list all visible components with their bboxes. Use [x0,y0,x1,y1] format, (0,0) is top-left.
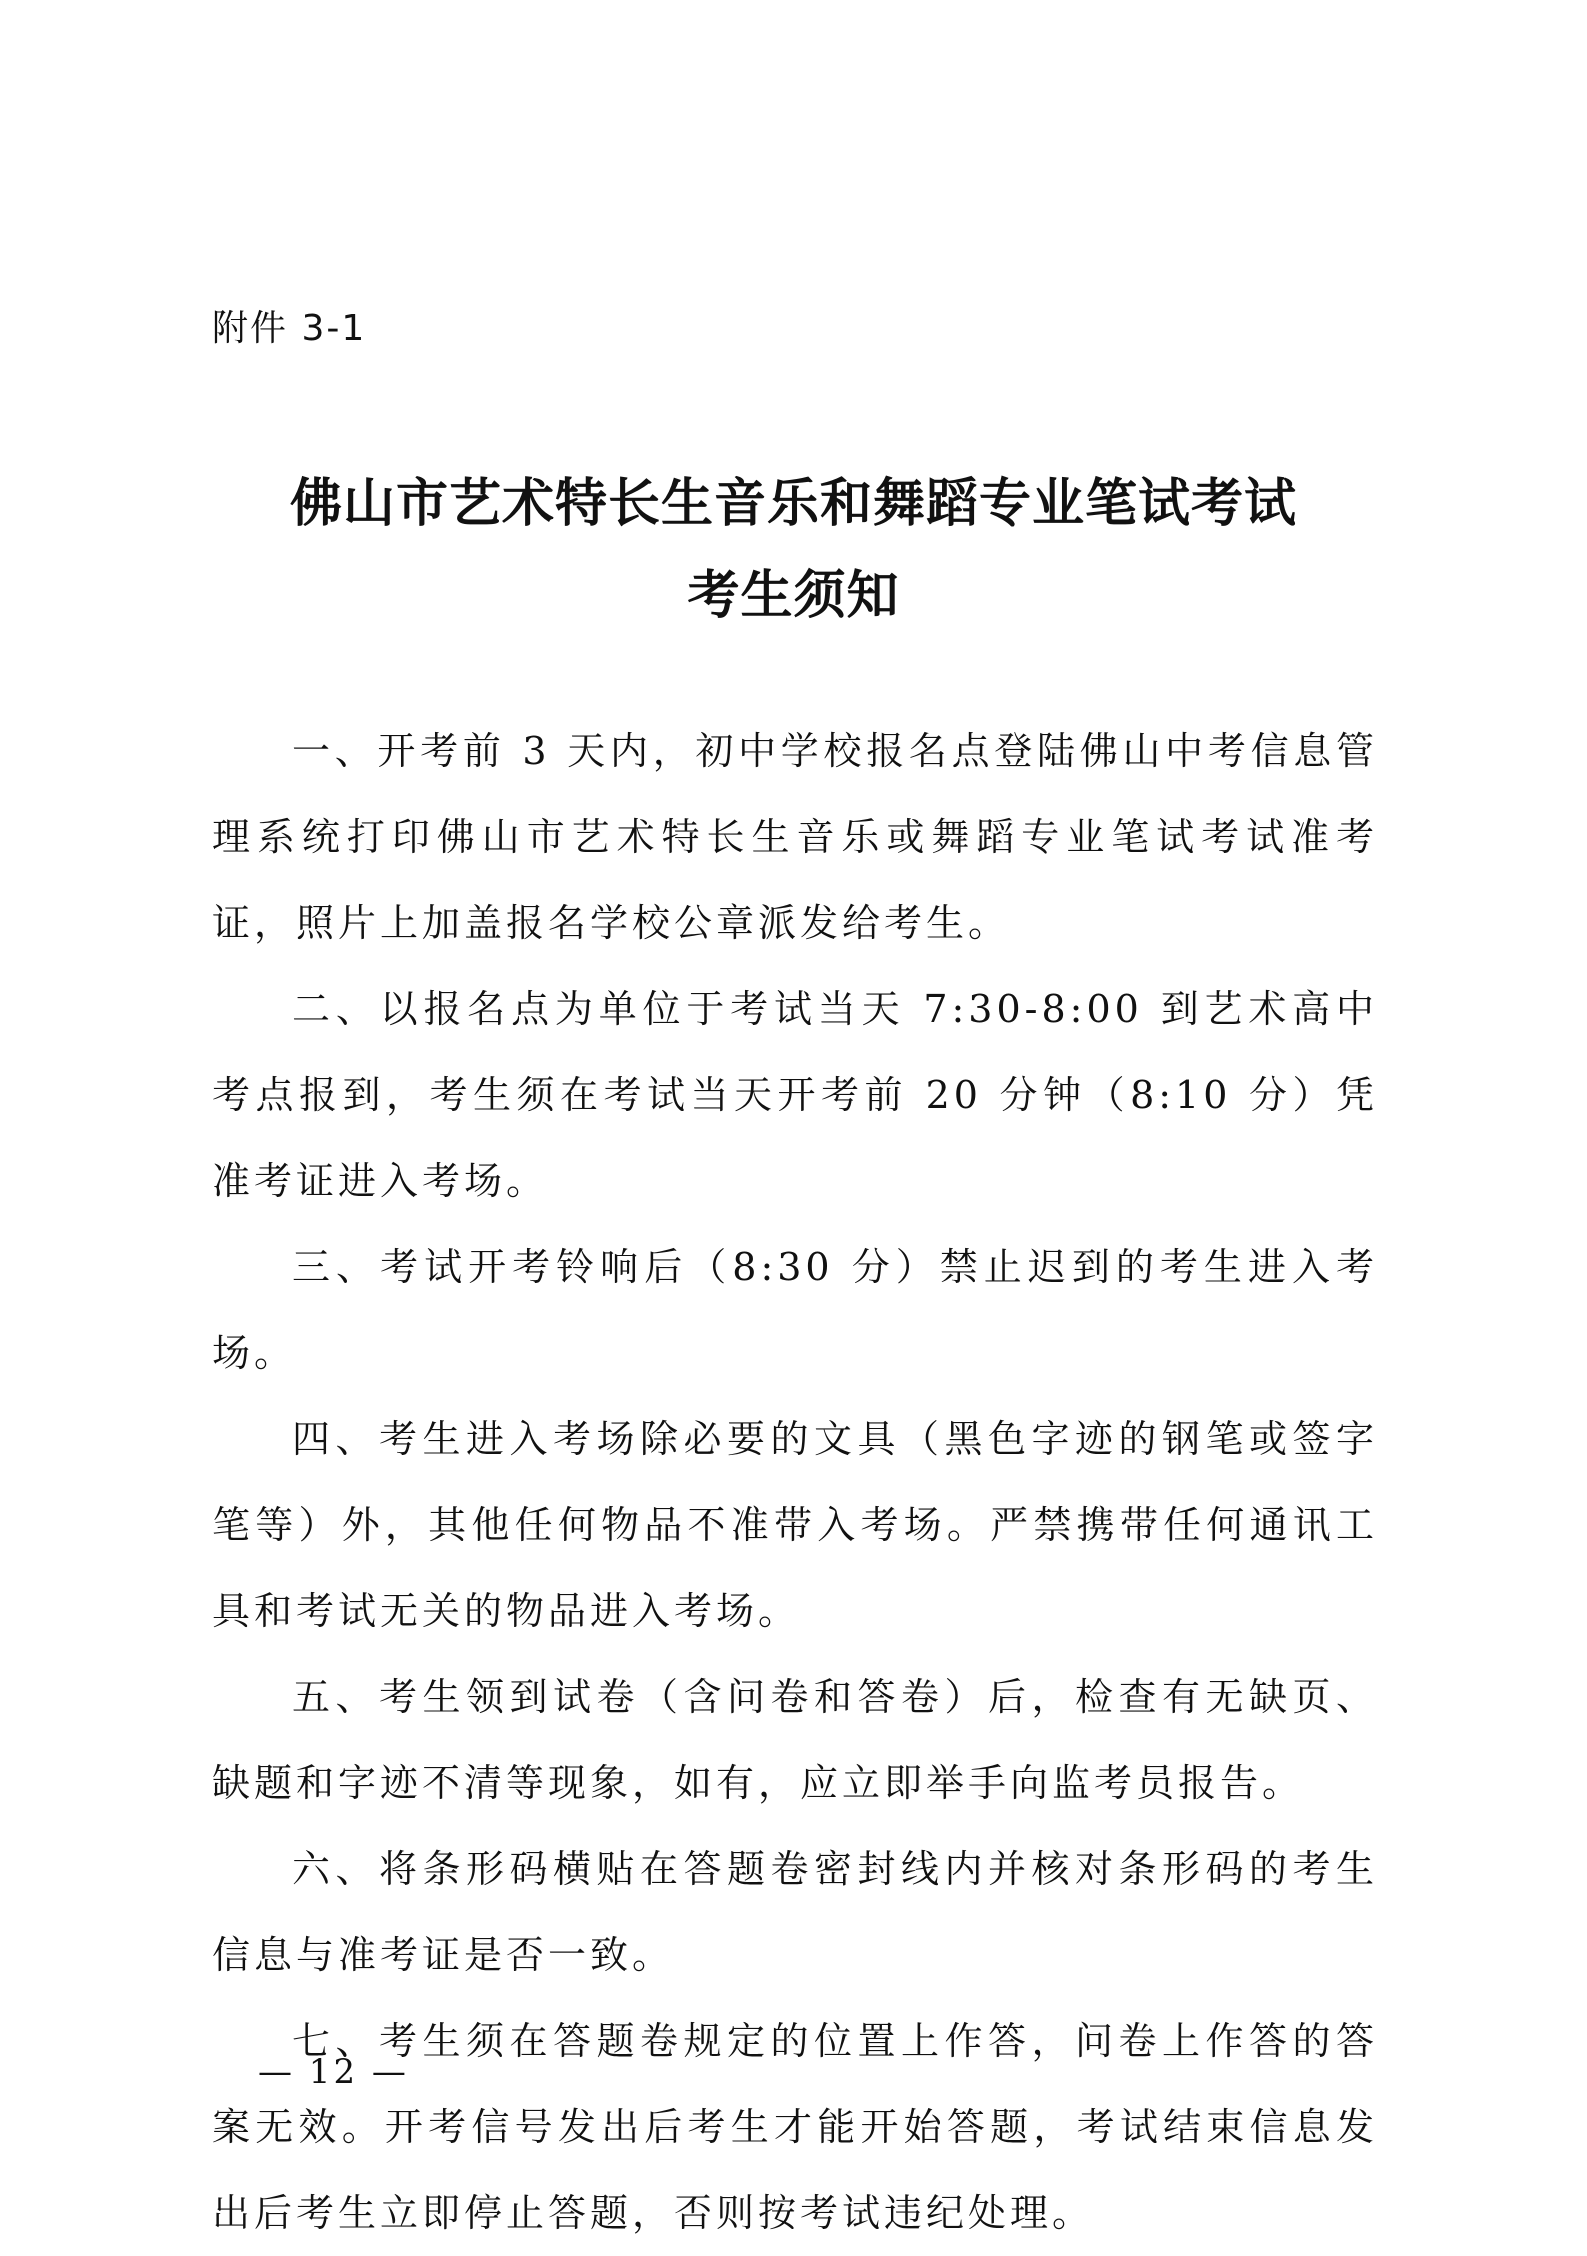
title-line-1: 佛山市艺术特长生音乐和舞蹈专业笔试考试 [289,474,1297,534]
notice-item-3: 三、考试开考铃响后（8:30 分）禁止迟到的考生进入考场。 [212,1245,1378,1375]
notice-item-4: 四、考生进入考场除必要的文具（黑色字迹的钢笔或签字笔等）外，其他任何物品不准带入考场。严禁携带任何通讯工具和考试无关的物品进入考场。 [212,1417,1378,1633]
title-line-2: 考生须知 [687,566,900,626]
notice-body [212,708,1378,2256]
page-number: — 12 — [258,2052,409,2092]
document-title [150,458,1437,642]
notice-item-2: 二、以报名点为单位于考试当天 7:30-8:00 到艺术高中考点报到，考生须在考试当天开考前 20 分钟（8:10 分）凭准考证进入考场。 [212,987,1378,1203]
notice-item-6: 六、将条形码横贴在答题卷密封线内并核对条形码的考生信息与准考证是否一致。 [212,1847,1378,1977]
notice-item-7: 七、考生须在答题卷规定的位置上作答，问卷上作答的答案无效。开考信号发出后考生才能开始答题，考试结束信息发出后考生立即停止答题，否则按考试违纪处理。 [212,2019,1378,2235]
notice-item-1: 一、开考前 3 天内，初中学校报名点登陆佛山中考信息管理系统打印佛山市艺术特长生音乐或舞蹈专业笔试考试准考证，照片上加盖报名学校公章派发给考生。 [212,729,1378,945]
notice-item-5: 五、考生领到试卷（含问卷和答卷）后，检查有无缺页、缺题和字迹不清等现象，如有，应立即举手向监考员报告。 [212,1675,1378,1805]
attachment-label: 附件 3-1 [212,308,367,349]
